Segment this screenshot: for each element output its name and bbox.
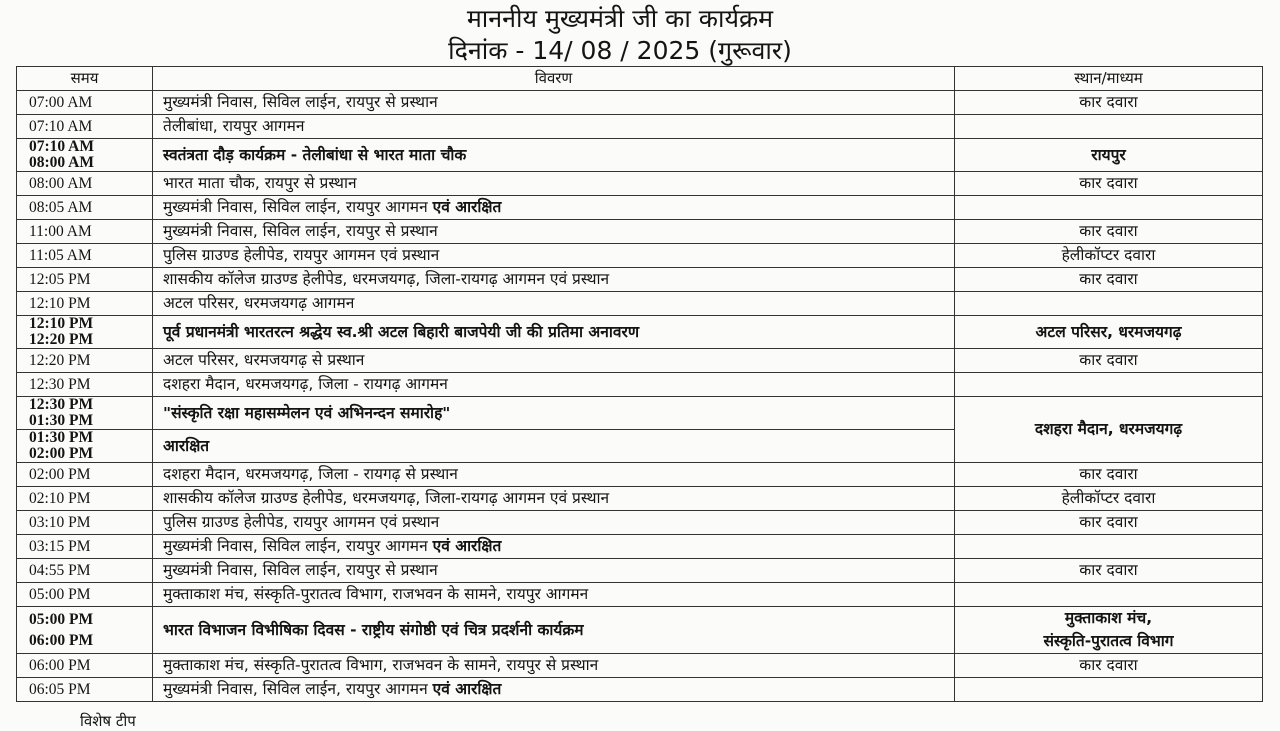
column-header-details: विवरण [153,67,955,91]
row-details-text: मुख्यमंत्री निवास, सिविल लाईन, रायपुर आगमन [163,198,428,216]
row-details: अटल परिसर, धरमजयगढ़ आगमन [153,292,955,316]
row-details [153,535,955,559]
table-row [17,244,1263,268]
table-row [17,316,1263,349]
row-time: 11:05 AM [17,244,153,268]
row-time: 03:10 PM [17,511,153,535]
row-details: स्वतंत्रता दौड़ कार्यक्रम - तेलीबांधा से भारत माता चौक [153,139,955,172]
row-details: मुक्ताकाश मंच, संस्कृति-पुरातत्व विभाग, राजभवन के सामने, रायपुर आगमन [153,583,955,607]
row-place: कार दवारा [955,654,1263,678]
row-place: हेलीकॉप्टर दवारा [955,244,1263,268]
row-time: 12:05 PM [17,268,153,292]
row-time-start: 12:10 PM [29,315,94,332]
row-place [955,535,1263,559]
table-header-row [17,67,1263,91]
page-title: माननीय मुख्यमंत्री जी का कार्यक्रम [466,4,774,33]
table-row [17,559,1263,583]
row-time-range [17,607,153,654]
row-details: पुलिस ग्राउण्ड हेलीपेड, रायपुर आगमन एवं प्रस्थान [153,244,955,268]
table-row [17,373,1263,397]
row-details: "संस्कृति रक्षा महासम्मेलन एवं अभिनन्दन समारोह" [153,397,955,430]
row-time: 07:00 AM [17,91,153,115]
row-time-end: 06:00 PM [29,632,94,649]
table-row [17,139,1263,172]
table-row [17,220,1263,244]
table-row [17,678,1263,702]
row-time-range [17,397,153,430]
row-place [955,196,1263,220]
row-time-end: 12:20 PM [29,331,94,348]
row-time-start: 05:00 PM [29,611,94,628]
row-place [955,678,1263,702]
table-row [17,397,1263,430]
row-time: 02:10 PM [17,487,153,511]
row-time: 08:05 AM [17,196,153,220]
row-time: 07:10 AM [17,115,153,139]
row-details: दशहरा मैदान, धरमजयगढ़, जिला - रायगढ़ आगमन [153,373,955,397]
row-time-start: 07:10 AM [29,138,95,155]
row-time: 03:15 PM [17,535,153,559]
row-details: मुक्ताकाश मंच, संस्कृति-पुरातत्व विभाग, राजभवन के सामने, रायपुर से प्रस्थान [153,654,955,678]
row-time: 05:00 PM [17,583,153,607]
row-time: 04:55 PM [17,559,153,583]
row-details [153,678,955,702]
table-row [17,583,1263,607]
row-time-end: 01:30 PM [29,412,94,429]
row-details: आरक्षित [153,430,955,463]
row-time: 02:00 PM [17,463,153,487]
row-details: दशहरा मैदान, धरमजयगढ़, जिला - रायगढ़ से प्रस्थान [153,463,955,487]
row-time: 12:20 PM [17,349,153,373]
row-place: दशहरा मैदान, धरमजयगढ़ [955,397,1263,463]
row-place: कार दवारा [955,172,1263,196]
row-details: पूर्व प्रधानमंत्री भारतरत्न श्रद्धेय स्व.श्री अटल बिहारी बाजपेयी जी की प्रतिमा अनावरण [153,316,955,349]
row-details: मुख्यमंत्री निवास, सिविल लाईन, रायपुर से प्रस्थान [153,220,955,244]
row-place: कार दवारा [955,220,1263,244]
row-details: शासकीय कॉलेज ग्राउण्ड हेलीपेड, धरमजयगढ़, जिला-रायगढ़ आगमन एवं प्रस्थान [153,487,955,511]
row-details-text: मुख्यमंत्री निवास, सिविल लाईन, रायपुर आगमन [163,537,428,555]
row-place [955,373,1263,397]
table-row [17,654,1263,678]
table-row [17,349,1263,373]
row-details [153,196,955,220]
row-place: अटल परिसर, धरमजयगढ़ [955,316,1263,349]
table-row [17,172,1263,196]
table-row [17,607,1263,654]
row-place: कार दवारा [955,559,1263,583]
table-row [17,115,1263,139]
row-place [955,607,1263,654]
row-time-range [17,139,153,172]
row-place: कार दवारा [955,463,1263,487]
table-row [17,463,1263,487]
row-details-text: मुख्यमंत्री निवास, सिविल लाईन, रायपुर आगमन [163,680,428,698]
footnote: विशेष टीप [80,712,136,730]
row-details: शासकीय कॉलेज ग्राउण्ड हेलीपेड, धरमजयगढ़, जिला-रायगढ़ आगमन एवं प्रस्थान [153,268,955,292]
table-row [17,535,1263,559]
row-time: 06:05 PM [17,678,153,702]
row-place: हेलीकॉप्टर दवारा [955,487,1263,511]
row-details: भारत विभाजन विभीषिका दिवस - राष्ट्रीय संगोष्ठी एवं चित्र प्रदर्शनी कार्यक्रम [153,607,955,654]
row-place: कार दवारा [955,349,1263,373]
table-row [17,511,1263,535]
row-details-bold: एवं आरक्षित [432,198,502,216]
schedule-table [16,66,1263,702]
row-place [955,292,1263,316]
row-time: 08:00 AM [17,172,153,196]
row-time-start: 12:30 PM [29,396,94,413]
row-place: रायपुर [955,139,1263,172]
row-time-end: 02:00 PM [29,445,94,462]
row-place: कार दवारा [955,511,1263,535]
column-header-place: स्थान/माध्यम [955,67,1263,91]
row-time: 06:00 PM [17,654,153,678]
table-row [17,487,1263,511]
row-place: कार दवारा [955,268,1263,292]
row-place [955,583,1263,607]
row-place-line2: संस्कृति-पुरातत्व विभाग [1043,632,1174,650]
row-time-range [17,430,153,463]
row-place [955,115,1263,139]
row-details: भारत माता चौक, रायपुर से प्रस्थान [153,172,955,196]
date-line: दिनांक - 14/ 08 / 2025 (गुरूवार) [448,36,792,65]
row-details: मुख्यमंत्री निवास, सिविल लाईन, रायपुर से प्रस्थान [153,91,955,115]
row-time: 12:10 PM [17,292,153,316]
row-place-line1: मुक्ताकाश मंच, [1064,609,1153,627]
row-details: मुख्यमंत्री निवास, सिविल लाईन, रायपुर से प्रस्थान [153,559,955,583]
row-details-bold: एवं आरक्षित [432,537,502,555]
row-place: कार दवारा [955,91,1263,115]
row-details: अटल परिसर, धरमजयगढ़ से प्रस्थान [153,349,955,373]
row-time: 11:00 AM [17,220,153,244]
column-header-time: समय [17,67,153,91]
row-details: तेलीबांधा, रायपुर आगमन [153,115,955,139]
row-details-bold: एवं आरक्षित [432,680,502,698]
row-time: 12:30 PM [17,373,153,397]
row-time-start: 01:30 PM [29,429,94,446]
table-row [17,91,1263,115]
row-time-range [17,316,153,349]
table-row [17,292,1263,316]
row-details: पुलिस ग्राउण्ड हेलीपेड, रायपुर आगमन एवं प्रस्थान [153,511,955,535]
table-row [17,196,1263,220]
table-row [17,268,1263,292]
row-time-end: 08:00 AM [29,154,95,171]
